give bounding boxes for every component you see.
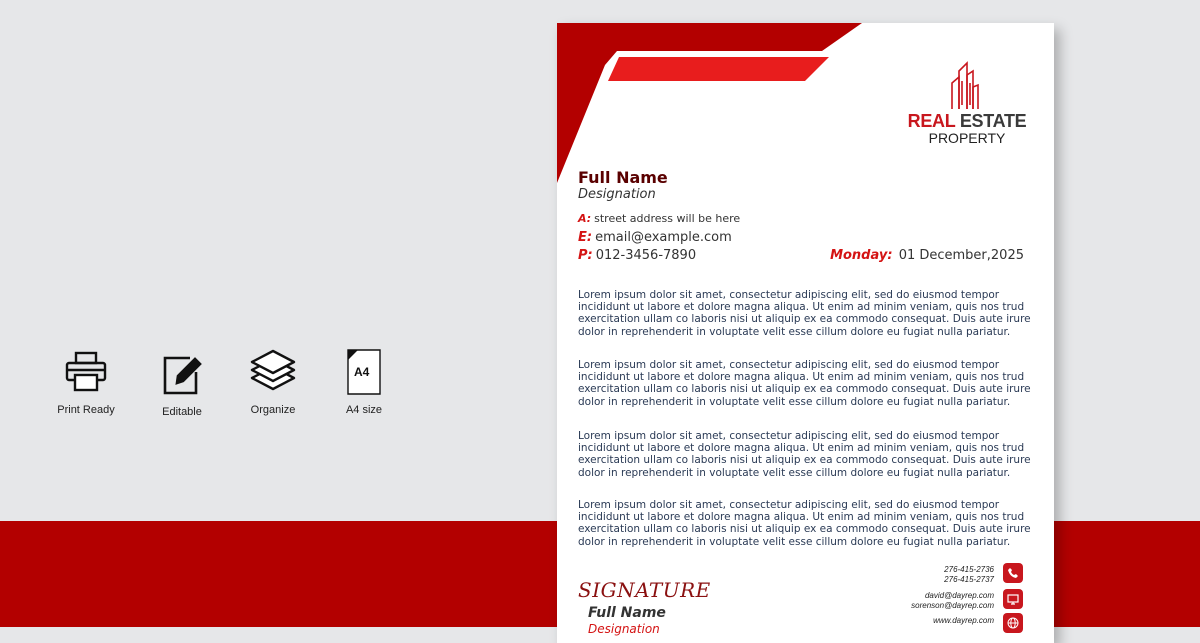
- sender-name: Full Name: [578, 168, 668, 187]
- signature-designation: Designation: [588, 622, 660, 636]
- contact-email: E: email@example.com: [578, 230, 732, 245]
- feature-label: Editable: [162, 406, 202, 418]
- letter-date: Monday: 01 December,2025: [830, 248, 1024, 263]
- footer-emails: david@dayrep.com sorenson@dayrep.com: [911, 591, 994, 610]
- feature-label: Organize: [250, 404, 296, 416]
- document-a4-icon: [319, 348, 409, 396]
- a4-badge-text: A4: [354, 365, 370, 379]
- feature-editable: [137, 350, 227, 418]
- feature-organize: [228, 348, 318, 416]
- feature-a4-size: [319, 348, 409, 416]
- signature-name: Full Name: [588, 605, 666, 621]
- feature-label: A4 size: [345, 404, 383, 416]
- signature: SIGNATURE: [578, 578, 711, 602]
- contact-address: A: street address will be here: [578, 212, 741, 225]
- letterhead-page: [557, 23, 1054, 643]
- footer-phones: 276-415-2736 276-415-2737: [944, 565, 994, 584]
- layers-icon: [228, 348, 318, 396]
- feature-print-ready: [41, 348, 131, 416]
- body-paragraph: Lorem ipsum dolor sit amet, consectetur adipiscing elit, sed do eiusmod tempor incididunt ut labore et dolore magna aliqua. Ut enim ad minim veniam, quis nos trud exercitation ullam co laboris nisi ut aliquip ex ea commodo consequat. Duis aute irure dolor in reprehenderit in voluptate velit esse cillum dolore eu fugiat nulla pariatur.: [578, 359, 1031, 408]
- globe-icon: [1003, 613, 1023, 633]
- printer-icon: [41, 348, 131, 396]
- body-paragraph: Lorem ipsum dolor sit amet, consectetur adipiscing elit, sed do eiusmod tempor incididunt ut labore et dolore magna aliqua. Ut enim ad minim veniam, quis nos trud exercitation ullam co laboris nisi ut aliquip ex ea commodo consequat. Duis aute irure dolor in reprehenderit in voluptate velit esse cillum dolore eu fugiat nulla pariatur.: [578, 289, 1031, 338]
- contact-phone: P: 012-3456-7890: [578, 248, 697, 263]
- body-paragraph: Lorem ipsum dolor sit amet, consectetur adipiscing elit, sed do eiusmod tempor incididunt ut labore et dolore magna aliqua. Ut enim ad minim veniam, quis nos trud exercitation ullam co laboris nisi ut aliquip ex ea commodo consequat. Duis aute irure dolor in reprehenderit in voluptate velit esse cillum dolore eu fugiat nulla pariatur.: [578, 499, 1031, 548]
- sender-designation: Designation: [578, 187, 656, 202]
- email-icon: [1003, 589, 1023, 609]
- logo-subtitle: PROPERTY: [928, 130, 1006, 146]
- building-icon: [950, 61, 980, 111]
- feature-label: Print Ready: [57, 404, 115, 416]
- company-logo: [897, 61, 1037, 146]
- edit-icon: [137, 350, 227, 398]
- phone-icon: [1003, 563, 1023, 583]
- body-paragraph: Lorem ipsum dolor sit amet, consectetur adipiscing elit, sed do eiusmod tempor incididunt ut labore et dolore magna aliqua. Ut enim ad minim veniam, quis nos trud exercitation ullam co laboris nisi ut aliquip ex ea commodo consequat. Duis aute irure dolor in reprehenderit in voluptate velit esse cillum dolore eu fugiat nulla pariatur.: [578, 430, 1031, 479]
- footer-website: www.dayrep.com: [933, 616, 994, 625]
- logo-title: REAL ESTATE: [907, 111, 1027, 131]
